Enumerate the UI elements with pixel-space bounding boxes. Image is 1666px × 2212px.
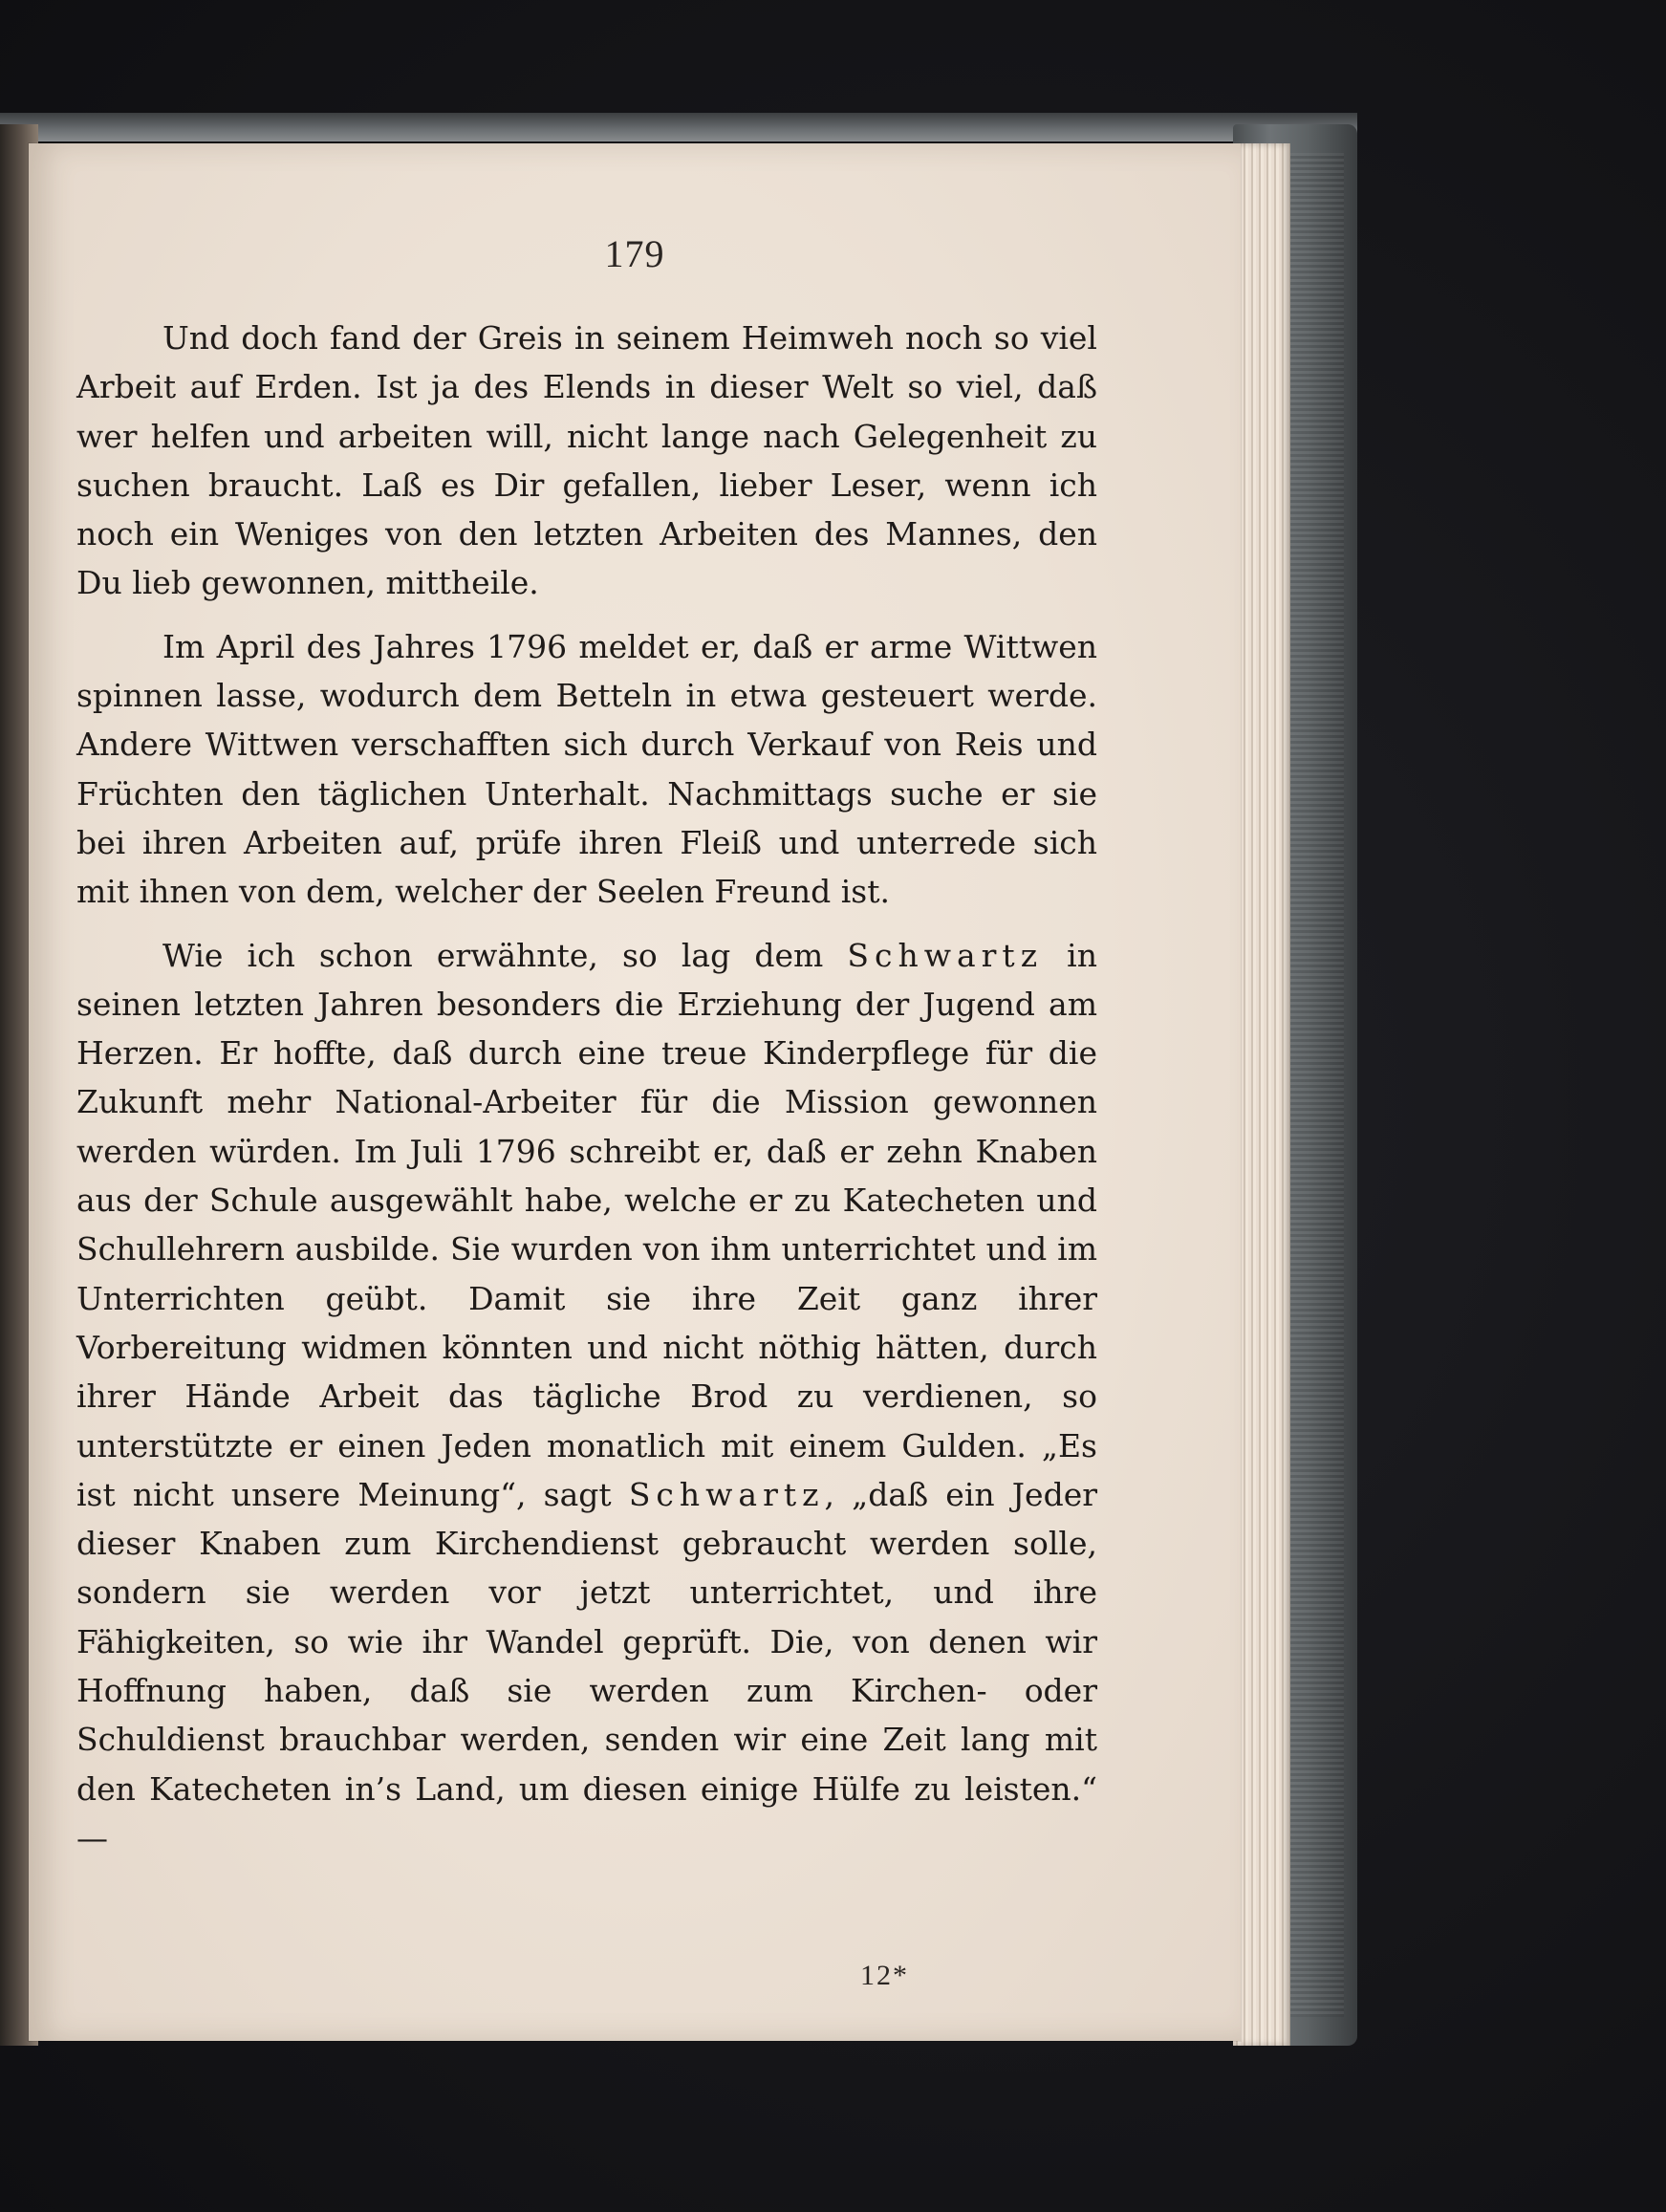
paragraph-2: Im April des Jahres 1796 meldet er, daß er arme Wittwen spinnen lasse, wodurch dem Betteln in etwa gesteuert werde. Andere Wittwen verschafften sich durch Verkauf von Reis und Früchten den täglichen Unterhalt. Nachmittags suche er sie bei ihren Arbeiten auf, prüfe ihren Fleiß und unterrede sich mit ihnen von dem, welcher der Seelen Freund ist. xyxy=(76,627,1097,911)
page-text xyxy=(76,314,1097,1876)
paragraph-3-part-3: , „daß ein Jeder dieser Knaben zum Kirchendienst gebraucht werden solle, sondern sie werden vor jetzt unterrichtet, und ihre Fähigkeiten, so wie ihr Wandel geprüft. Die, von denen wir Hoffnung haben, daß sie werden zum Kirchen- oder Schuldienst brauchbar werden, senden wir eine Zeit lang mit den Katecheten in’s Land, um diesen einige Hülfe zu leisten.“ — xyxy=(76,1475,1097,1856)
name-schwartz-1: Schwartz xyxy=(847,936,1044,974)
name-schwartz-2: Schwartz xyxy=(628,1475,825,1513)
page-stack-edges xyxy=(1233,143,1290,2046)
page-number: 179 xyxy=(604,232,665,275)
sheet-signature: 12* xyxy=(860,1960,909,1991)
paragraph-1: Und doch fand der Greis in seinem Heimweh noch so viel Arbeit auf Erden. Ist ja des Elends in dieser Welt so viel, daß wer helfen und arbeiten will, nicht lange nach Gelegenheit zu suchen braucht. Laß es Dir gefallen, lieber Leser, wenn ich noch ein Weniges von den letzten Arbeiten des Mannes, den Du lieb gewonnen, mittheile. xyxy=(76,319,1097,602)
book-page xyxy=(29,143,1241,2041)
paragraph-3-part-2: in seinen letzten Jahren besonders die Erziehung der Jugend am Herzen. Er hoffte, daß durch eine treue Kinderpflege für die Zukunft mehr National-Arbeiter für die Mission gewonnen werden würden. Im Juli 1796 schreibt er, daß er zehn Knaben aus der Schule ausgewählt habe, welche er zu Katecheten und Schullehrern ausbilde. Sie wurden von ihm unterrichtet und im Unterrichten geübt. Damit sie ihre Zeit ganz ihrer Vorbereitung widmen könnten und nicht nöthig hätten, durch ihrer Hände Arbeit das tägliche Brod zu verdienen, so unterstützte er einen Jeden monatlich mit einem Gulden. „Es ist nicht unsere Meinung“, sagt xyxy=(76,936,1097,1513)
paragraph-3-part-1: Wie ich schon erwähnte, so lag dem xyxy=(162,936,848,974)
paragraph-3 xyxy=(76,931,1097,1863)
book-cover-top-edge xyxy=(0,113,1357,141)
